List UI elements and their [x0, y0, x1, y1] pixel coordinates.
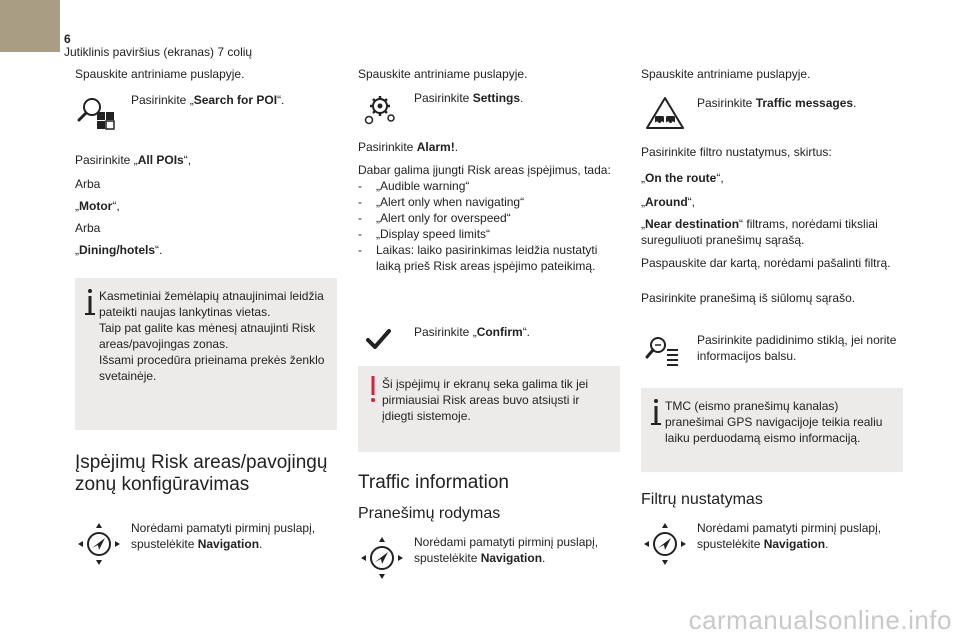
alarm-text: Pasirinkite Alarm!. — [358, 140, 459, 154]
alert-options-list — [358, 178, 620, 274]
list-item: - „Alert only when navigating“ — [358, 194, 620, 210]
confirm-check-icon[interactable] — [358, 318, 406, 366]
traffic-warning-icon[interactable] — [641, 92, 689, 140]
navigation-icon[interactable] — [358, 534, 406, 582]
press-again-text: Paspauskite dar kartą, norėdami pašalinti filtrą. — [641, 256, 891, 270]
list-item: - „Alert only for overspeed“ — [358, 210, 620, 226]
warning-note-text: Ši įspėjimų ir ekranų seka galima tik jei pirmiausiai Risk areas buvo atsiųsti ir įdiegti sistemoje. — [382, 377, 589, 423]
navigation-icon[interactable] — [641, 520, 689, 568]
col3-intro: Spauskite antriniame puslapyje. — [641, 67, 811, 81]
dining-text: „Dining/hotels“. — [75, 243, 163, 257]
col3-nav-row — [641, 520, 903, 568]
settings-row — [358, 88, 620, 136]
info-icon — [83, 286, 97, 316]
search-poi-icon[interactable] — [75, 92, 123, 140]
messages-display-subheading: Pranešimų rodymas — [358, 505, 501, 522]
around-text: „Around“, — [641, 195, 695, 209]
arba-text-2: Arba — [75, 221, 101, 235]
magnifier-list-icon[interactable] — [641, 330, 689, 378]
confirm-text: Pasirinkite „Confirm“. — [414, 325, 531, 339]
traffic-messages-text: Pasirinkite Traffic messages. — [697, 96, 857, 110]
list-item: - „Display speed limits“ — [358, 226, 620, 242]
page-number: 6 — [64, 32, 71, 46]
traffic-messages-row — [641, 92, 903, 140]
list-item: - „Audible warning“ — [358, 178, 620, 194]
info-note — [75, 278, 337, 430]
page-title: Jutiklinis paviršius (ekranas) 7 colių — [64, 45, 253, 59]
col2-nav-row — [358, 534, 620, 582]
magnifier-row — [641, 330, 903, 378]
search-poi-row — [75, 92, 337, 140]
magnifier-text: Pasirinkite padidinimo stiklą, jei norite informacijos balsu. — [697, 333, 897, 363]
settings-text: Pasirinkite Settings. — [414, 91, 524, 105]
risk-areas-heading: Įspėjimų Risk areas/pavojingų zonų konfigūravimas — [75, 452, 328, 495]
col2-intro: Spauskite antriniame puslapyje. — [358, 67, 528, 81]
all-pois-text: Pasirinkite „All POIs“, — [75, 153, 192, 167]
risk-intro-text: Dabar galima įjungti Risk areas įspėjimus, tada: — [358, 163, 611, 177]
filter-intro-text: Pasirinkite filtro nustatymus, skirtus: — [641, 145, 832, 159]
navigation-icon[interactable] — [75, 520, 123, 568]
select-message-text: Pasirinkite pranešimą iš siūlomų sąrašo. — [641, 291, 856, 305]
tmc-note-text: TMC (eismo pranešimų kanalas) pranešimai GPS navigacijoje teikia realiu laiku perduodamą eismo informaciją. — [665, 399, 883, 445]
settings-gear-icon[interactable] — [358, 88, 406, 136]
traffic-info-heading: Traffic information — [358, 472, 509, 493]
on-route-text: „On the route“, — [641, 171, 724, 185]
filter-settings-heading: Filtrų nustatymas — [641, 491, 763, 508]
watermark: carmanualsonline.info — [688, 605, 952, 635]
page-tab — [0, 0, 60, 52]
near-destination-text: „Near destination“ filtrams, norėdami tiksliai sureguliuoti pranešimų sąrašą. — [641, 217, 878, 247]
col3-nav-text: Norėdami pamatyti pirminį puslapį, spustelėkite Navigation. — [697, 521, 882, 551]
warning-note — [358, 366, 620, 452]
col1-nav-row — [75, 520, 337, 568]
info-note-text: Kasmetiniai žemėlapių atnaujinimai leidžia pateikti naujas lankytinas vietas. Taip pat galite kas mėnesį atnaujinti Risk areas/pavojingas zonas. Išsami procedūra prieinama prekės ženklo svetainėje. — [99, 289, 325, 383]
arba-text-1: Arba — [75, 177, 101, 191]
col1-intro: Spauskite antriniame puslapyje. — [75, 67, 245, 81]
tmc-note — [641, 388, 903, 472]
col1-nav-text: Norėdami pamatyti pirminį puslapį, spustelėkite Navigation. — [131, 521, 316, 551]
confirm-row — [358, 318, 620, 366]
search-poi-text: Pasirinkite „Search for POI“. — [131, 93, 285, 107]
list-item: - Laikas: laiko pasirinkimas leidžia nustatyti laiką prieš Risk areas įspėjimo pateikimą. — [358, 242, 620, 274]
warning-exclamation-icon — [366, 374, 380, 404]
col2-nav-text: Norėdami pamatyti pirminį puslapį, spustelėkite Navigation. — [414, 535, 599, 565]
info-icon — [649, 396, 663, 426]
motor-text: „Motor“, — [75, 199, 120, 213]
